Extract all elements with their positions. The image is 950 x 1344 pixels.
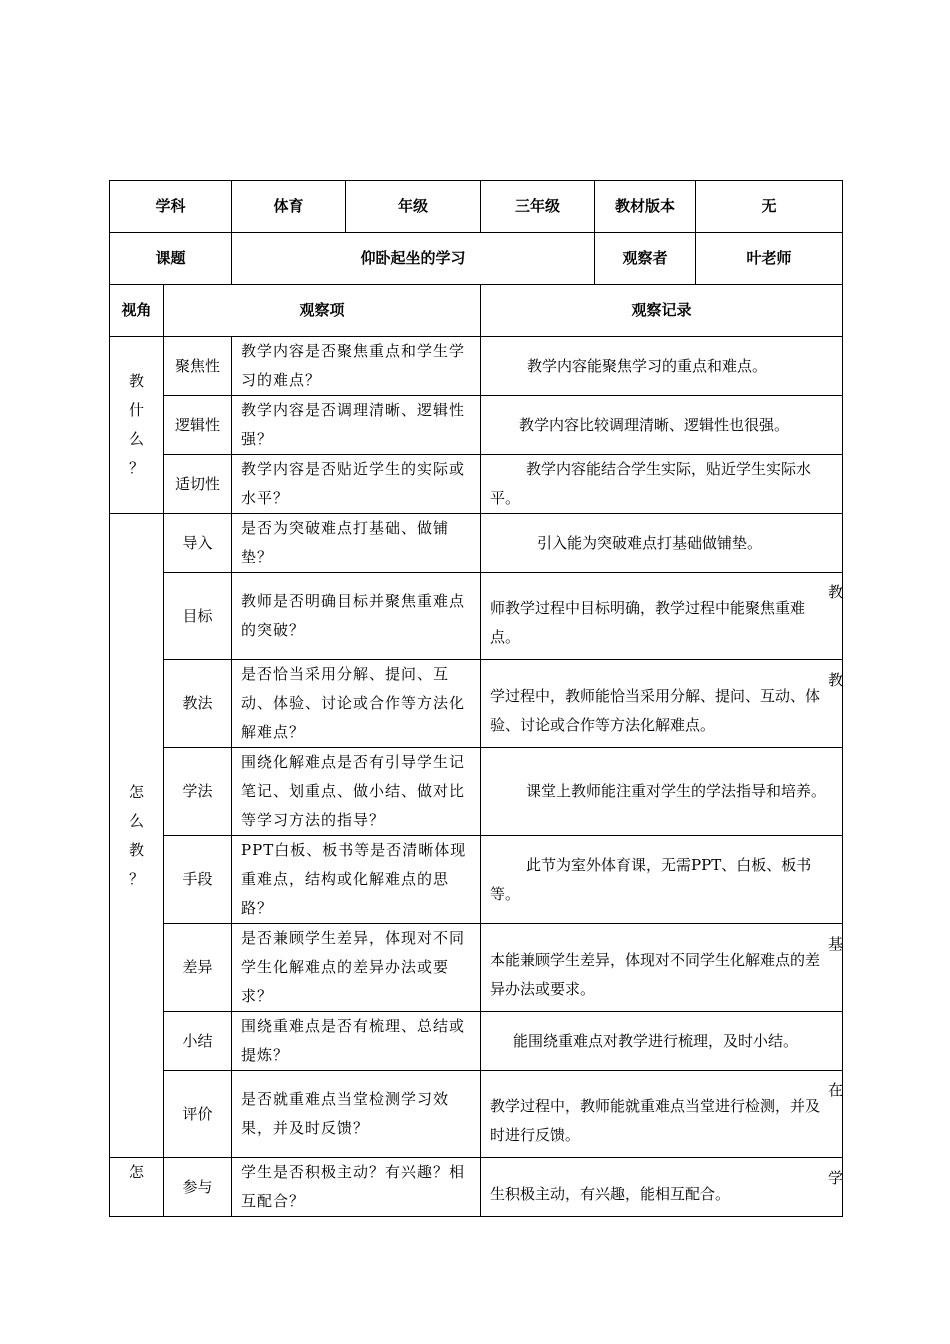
edition-label: 教材版本 [595, 181, 696, 233]
dimension-cell: 差异 [164, 924, 232, 1012]
header-row-1 [110, 181, 843, 233]
record-overflow-char: 基 [828, 934, 844, 953]
subject-label: 学科 [110, 181, 232, 233]
item-cell: 教学内容是否贴近学生的实际或水平？ [232, 455, 481, 514]
observer-value: 叶老师 [696, 233, 843, 285]
item-cell: 学生是否积极主动？有兴趣？相互配合？ [232, 1158, 481, 1217]
item-header: 观察项 [164, 285, 481, 337]
record-cell: 在 教学过程中，教师能就重难点当堂进行检测，并及时进行反馈。 [481, 1071, 843, 1158]
dimension-cell: 参与 [164, 1158, 232, 1217]
section-learn: 怎 [110, 1158, 164, 1217]
item-cell: 教师是否明确目标并聚焦重难点的突破？ [232, 573, 481, 660]
item-cell: 教学内容是否聚焦重点和学生学习的难点？ [232, 337, 481, 396]
observer-label: 观察者 [595, 233, 696, 285]
item-cell: 教学内容是否调理清晰、逻辑性强？ [232, 396, 481, 455]
dimension-cell: 小结 [164, 1012, 232, 1071]
section-what: 教 什 么 ？ [110, 337, 164, 514]
edition-value: 无 [696, 181, 843, 233]
record-header: 观察记录 [481, 285, 843, 337]
record-cell: 学 生积极主动，有兴趣，能相互配合。 [481, 1158, 843, 1217]
dimension-cell: 导入 [164, 514, 232, 573]
dimension-cell: 手段 [164, 836, 232, 924]
table-row [110, 1012, 843, 1071]
table-row [110, 660, 843, 748]
record-cell: 教 师教学过程中目标明确，教学过程中能聚焦重难点。 [481, 573, 843, 660]
record-cell: 引入能为突破难点打基础做铺垫。 [481, 514, 843, 573]
record-cell: 课堂上教师能注重对学生的学法指导和培养。 [481, 748, 843, 836]
item-cell: PPT白板、板书等是否清晰体现重难点，结构或化解难点的思路？ [232, 836, 481, 924]
table-row [110, 836, 843, 924]
table-row [110, 514, 843, 573]
table-row [110, 455, 843, 514]
item-cell: 是否为突破难点打基础、做铺垫？ [232, 514, 481, 573]
record-overflow-char: 教 [828, 583, 844, 601]
item-cell: 围绕重难点是否有梳理、总结或提炼？ [232, 1012, 481, 1071]
grade-value: 三年级 [481, 181, 595, 233]
dimension-cell: 目标 [164, 573, 232, 660]
dimension-cell: 学法 [164, 748, 232, 836]
column-header-row [110, 285, 843, 337]
subject-value: 体育 [232, 181, 346, 233]
dimension-cell: 逻辑性 [164, 396, 232, 455]
topic-value: 仰卧起坐的学习 [232, 233, 595, 285]
record-cell: 能围绕重难点对教学进行梳理，及时小结。 [481, 1012, 843, 1071]
table-row [110, 1158, 843, 1217]
observation-table [109, 180, 843, 1217]
record-overflow-char: 教 [828, 670, 844, 689]
section-how: 怎 么 教 ？ [110, 514, 164, 1158]
table-row [110, 1071, 843, 1158]
record-cell: 基 本能兼顾学生差异，体现对不同学生化解难点的差异办法或要求。 [481, 924, 843, 1012]
table-row [110, 396, 843, 455]
record-overflow-char: 学 [828, 1168, 844, 1187]
table-row [110, 573, 843, 660]
item-cell: 是否兼顾学生差异，体现对不同学生化解难点的差异办法或要求？ [232, 924, 481, 1012]
item-cell: 围绕化解难点是否有引导学生记笔记、划重点、做小结、做对比等学习方法的指导？ [232, 748, 481, 836]
record-cell: 教 学过程中，教师能恰当采用分解、提问、互动、体验、讨论或合作等方法化解难点。 [481, 660, 843, 748]
record-cell: 此节为室外体育课，无需PPT、白板、板书等。 [481, 836, 843, 924]
item-cell: 是否恰当采用分解、提问、互动、体验、讨论或合作等方法化解难点？ [232, 660, 481, 748]
record-overflow-char: 在 [828, 1081, 844, 1099]
dimension-cell: 聚焦性 [164, 337, 232, 396]
dimension-cell: 适切性 [164, 455, 232, 514]
table-row [110, 337, 843, 396]
record-cell: 教学内容能聚焦学习的重点和难点。 [481, 337, 843, 396]
grade-label: 年级 [346, 181, 481, 233]
dimension-cell: 评价 [164, 1071, 232, 1158]
angle-header: 视角 [110, 285, 164, 337]
topic-label: 课题 [110, 233, 232, 285]
record-cell: 教学内容比较调理清晰、逻辑性也很强。 [481, 396, 843, 455]
dimension-cell: 教法 [164, 660, 232, 748]
table-row [110, 748, 843, 836]
item-cell: 是否就重难点当堂检测学习效果，并及时反馈？ [232, 1071, 481, 1158]
table-row [110, 924, 843, 1012]
record-cell: 教学内容能结合学生实际，贴近学生实际水平。 [481, 455, 843, 514]
header-row-2 [110, 233, 843, 285]
